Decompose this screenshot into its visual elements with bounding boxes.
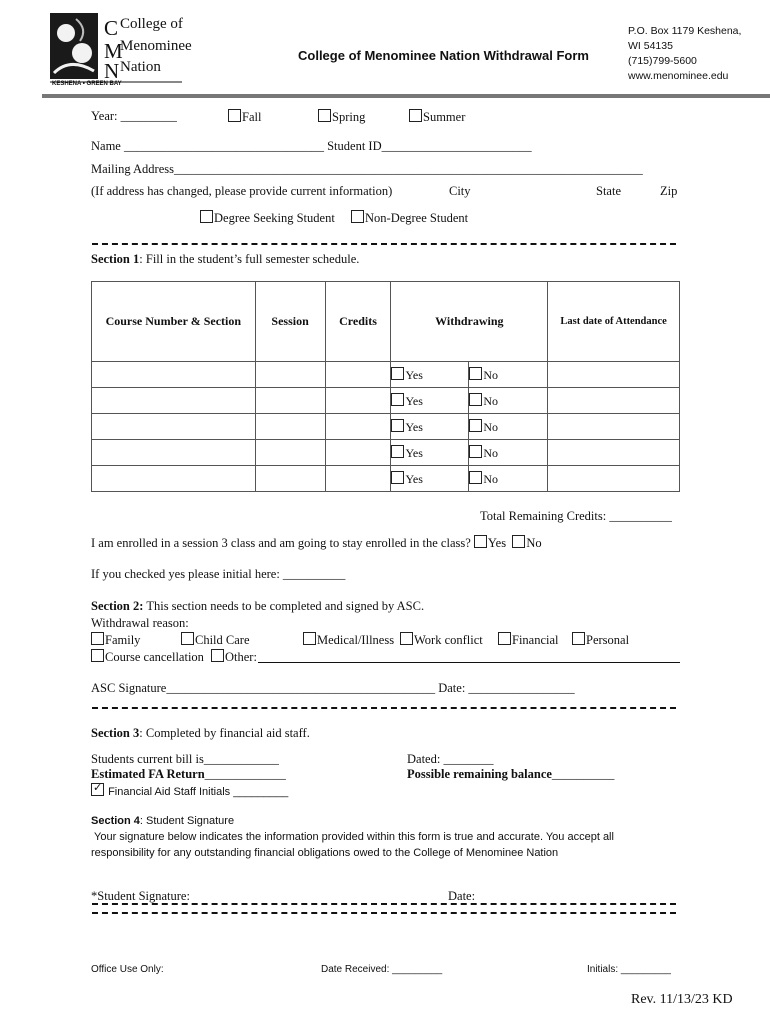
course-cell[interactable] [92,388,256,414]
dated-field[interactable]: Dated: ________ [407,752,494,766]
name-studentid-field[interactable]: Name ________________________________ Student ID________________________ [91,139,532,153]
section3-text: : Completed by financial aid staff. [139,726,310,740]
no-label: No [483,471,498,486]
withdraw-yes[interactable] [391,362,469,388]
table-row [92,388,680,414]
degree-seeking-option[interactable] [200,210,335,226]
no-checkbox[interactable] [469,367,482,380]
medical-option[interactable] [303,632,394,648]
year-field[interactable]: Year: _________ [91,109,177,123]
withdraw-yes[interactable] [391,466,469,492]
session3-no-label: No [526,536,542,550]
logo-line1: College of [120,16,183,32]
date-received-field[interactable]: Date Received: _________ [321,964,443,975]
total-remaining-credits-field[interactable]: Total Remaining Credits: __________ [480,509,672,523]
section4-text-line1: Your signature below indicates the information provided within this form is true and accurate. You accept all [94,831,614,843]
schedule-table [91,281,680,492]
family-option[interactable] [91,632,140,648]
family-checkbox[interactable] [91,632,104,645]
section1-text: : Fill in the student’s full semester schedule. [139,252,360,266]
asc-signature-field[interactable]: ASC Signature___________________________________________ Date: _________________ [91,681,575,695]
course-cancel-label: Course cancellation [105,650,204,664]
form-title: College of Menominee Nation Withdrawal Form [298,48,589,63]
course-cancel-checkbox[interactable] [91,649,104,662]
college-logo [50,13,192,89]
last-date-cell[interactable] [548,440,680,466]
initial-here-field[interactable]: If you checked yes please initial here: __________ [91,567,346,581]
spring-option[interactable] [318,109,365,125]
remaining-balance-label: Possible remaining balance [407,767,552,781]
non-degree-checkbox[interactable] [351,210,364,223]
work-conflict-checkbox[interactable] [400,632,413,645]
credits-cell[interactable] [325,388,391,414]
yes-checkbox[interactable] [391,393,404,406]
office-use-label: Office Use Only: [91,964,164,975]
section4-title-rest: : Student Signature [139,815,235,827]
session-cell[interactable] [255,362,325,388]
col-withdrawing: Withdrawing [391,282,548,362]
section4-label: Section 4 [91,815,140,827]
initials-field[interactable]: Initials: _________ [587,964,671,975]
section1-heading [91,252,359,267]
logo-line2: Menominee [120,38,192,54]
withdraw-no[interactable] [469,440,548,466]
course-cell[interactable] [92,414,256,440]
yes-label: Yes [405,367,423,382]
current-bill-field[interactable]: Students current bill is____________ [91,752,279,766]
svg-text:M: M [104,39,123,63]
other-option[interactable] [211,649,257,665]
medical-label: Medical/Illness [317,633,395,647]
address-note: (If address has changed, please provide current information) [91,184,393,198]
logo-line3: Nation [120,59,161,75]
section3-label: Section 3 [91,726,140,740]
student-date-field[interactable]: Date: [448,889,476,903]
personal-option[interactable] [572,632,629,648]
last-date-cell[interactable] [548,362,680,388]
withdraw-yes[interactable] [391,414,469,440]
other-checkbox[interactable] [211,649,224,662]
student-signature-field[interactable]: *Student Signature: [91,889,190,903]
revision-label: Rev. 11/13/23 KD [631,992,733,1007]
session-cell[interactable] [255,414,325,440]
withdraw-yes[interactable] [391,388,469,414]
last-date-cell[interactable] [548,388,680,414]
section4-text-line2: responsibility for any outstanding financial obligations owed to the College of Menominee Nation [91,847,559,859]
medical-checkbox[interactable] [303,632,316,645]
remaining-balance-field[interactable] [407,767,614,782]
no-label: No [483,393,498,408]
family-label: Family [105,633,141,647]
session3-yes-label: Yes [487,536,507,550]
withdraw-no[interactable] [469,414,548,440]
no-checkbox[interactable] [469,419,482,432]
child-care-checkbox[interactable] [181,632,194,645]
withdraw-no[interactable] [469,362,548,388]
remaining-balance-line[interactable]: __________ [551,767,615,781]
yes-checkbox[interactable] [391,367,404,380]
course-cancel-option[interactable] [91,649,204,665]
table-row [92,362,680,388]
withdraw-no[interactable] [469,466,548,492]
personal-checkbox[interactable] [572,632,585,645]
col-last-date: Last date of Attendance [548,282,680,362]
state-label: State [596,184,621,198]
fa-return-field[interactable] [91,767,286,782]
no-label: No [483,445,498,460]
table-row [92,466,680,492]
col-course: Course Number & Section [92,282,256,362]
svg-text:N: N [104,59,120,83]
staff-initials-field[interactable] [91,783,288,798]
yes-label: Yes [405,445,423,460]
address-line1: P.O. Box 1179 Keshena, [628,25,742,37]
header-divider [42,94,770,98]
credits-cell[interactable] [325,440,391,466]
degree-seeking-label: Degree Seeking Student [214,211,335,225]
no-checkbox[interactable] [469,393,482,406]
session3-yes-checkbox[interactable] [474,535,487,548]
other-reason-line[interactable] [258,662,680,663]
yes-label: Yes [405,419,423,434]
credits-cell[interactable] [325,414,391,440]
schedule-header-row [92,282,680,362]
city-label: City [449,184,471,198]
col-session: Session [255,282,325,362]
logo-tagline: KESHENA • GREEN BAY [52,81,122,87]
non-degree-label: Non-Degree Student [365,211,469,225]
summer-checkbox[interactable] [409,109,422,122]
yes-label: Yes [405,471,423,486]
college-address [628,24,741,84]
work-conflict-option[interactable] [400,632,483,648]
child-care-label: Child Care [195,633,250,647]
spring-label: Spring [332,110,366,124]
table-row [92,414,680,440]
section4-heading [91,815,234,827]
section2-text: This section needs to be completed and signed by ASC. [143,599,425,613]
staff-initials-checkbox[interactable] [91,783,104,796]
phone-number: (715)799-5600 [628,55,697,67]
last-date-cell[interactable] [548,466,680,492]
non-degree-option[interactable] [351,210,468,226]
section2-label: Section 2: [91,599,144,613]
summer-label: Summer [423,110,466,124]
financial-option[interactable] [498,632,559,648]
dashed-divider [92,707,676,709]
fall-checkbox[interactable] [228,109,241,122]
credits-cell[interactable] [325,362,391,388]
section2-heading [91,599,424,614]
summer-option[interactable] [409,109,465,125]
signature-dashed-line-1 [92,903,676,905]
child-care-option[interactable] [181,632,250,648]
yes-checkbox[interactable] [391,445,404,458]
fa-return-label: Estimated FA Return [91,767,205,781]
no-label: No [483,367,498,382]
session-cell[interactable] [255,388,325,414]
dashed-divider [92,243,676,245]
fa-return-line[interactable]: _____________ [204,767,286,781]
website: www.menominee.edu [628,70,729,82]
other-label: Other: [225,650,257,664]
section1-label: Section 1 [91,252,140,266]
session3-question [91,535,542,551]
col-credits: Credits [325,282,391,362]
fall-option[interactable] [228,109,261,125]
session-cell[interactable] [255,466,325,492]
credits-cell[interactable] [325,466,391,492]
withdraw-no[interactable] [469,388,548,414]
yes-checkbox[interactable] [391,419,404,432]
withdrawal-reason-label: Withdrawal reason: [91,616,189,630]
signature-dashed-line-2 [92,912,676,914]
course-cell[interactable] [92,466,256,492]
financial-label: Financial [512,633,559,647]
personal-label: Personal [586,633,630,647]
work-conflict-label: Work conflict [414,633,483,647]
session-cell[interactable] [255,440,325,466]
staff-initials-label: Financial Aid Staff Initials _________ [108,786,289,798]
no-label: No [483,419,498,434]
last-date-cell[interactable] [548,414,680,440]
session3-question-text: I am enrolled in a session 3 class and am going to stay enrolled in the class? [91,536,471,550]
yes-checkbox[interactable] [391,471,404,484]
financial-checkbox[interactable] [498,632,511,645]
no-checkbox[interactable] [469,471,482,484]
address-line2: WI 54135 [628,40,673,52]
section3-heading [91,726,310,741]
no-checkbox[interactable] [469,445,482,458]
yes-label: Yes [405,393,423,408]
course-cell[interactable] [92,440,256,466]
fall-label: Fall [242,110,262,124]
session3-no-checkbox[interactable] [512,535,525,548]
svg-text:C: C [104,16,119,40]
spring-checkbox[interactable] [318,109,331,122]
degree-seeking-checkbox[interactable] [200,210,213,223]
course-cell[interactable] [92,362,256,388]
mailing-address-field[interactable]: Mailing Address___________________________________________________________________________ [91,162,643,176]
table-row [92,440,680,466]
withdraw-yes[interactable] [391,440,469,466]
zip-label: Zip [660,184,678,198]
